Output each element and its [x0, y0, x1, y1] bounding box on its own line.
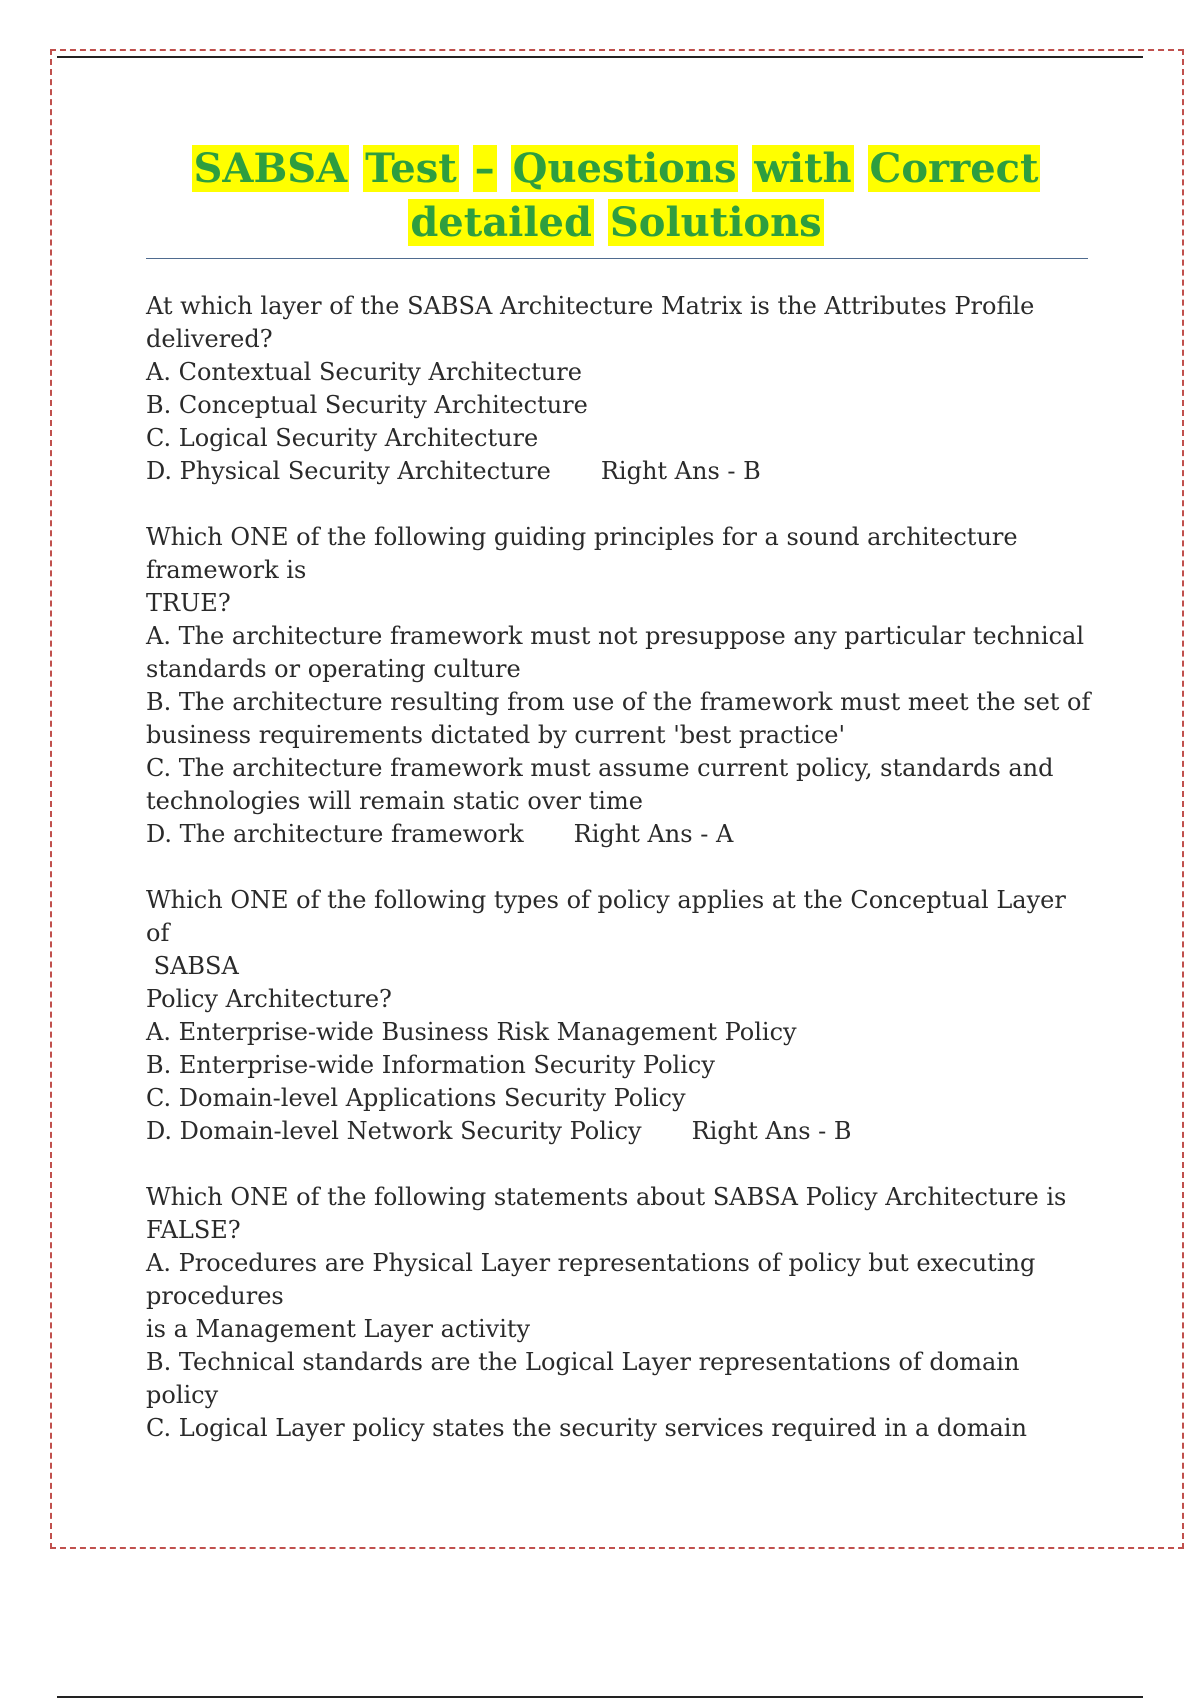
answer-option: technologies will remain static over time	[146, 787, 643, 815]
question-stem-line: Which ONE of the following statements about SABSA Policy Architecture is	[146, 1183, 1067, 1211]
header-rule	[57, 56, 1143, 58]
question-stem-line: Which ONE of the following types of policy applies at the Conceptual Layer of	[146, 886, 1066, 947]
answer-option: D. Domain-level Network Security Policy	[146, 1117, 642, 1145]
answer-option: procedures	[146, 1282, 284, 1310]
question-block	[146, 521, 1096, 851]
right-answer: Right Ans - B	[691, 1117, 852, 1145]
answer-option: A. Enterprise-wide Business Risk Management Policy	[146, 1018, 797, 1046]
title-word: Questions	[512, 145, 737, 192]
right-answer: Right Ans - A	[573, 820, 734, 848]
question-block	[146, 884, 1096, 1148]
right-answer: Right Ans - B	[600, 457, 761, 485]
footer-rule	[57, 1696, 1143, 1698]
title-word: Correct	[869, 145, 1039, 192]
document-body	[146, 290, 1096, 1478]
question-stem-line: FALSE?	[146, 1216, 241, 1244]
title-word: SABSA	[193, 145, 348, 192]
title-word: detailed	[410, 199, 592, 246]
title-line-2	[408, 199, 823, 246]
answer-option: C. Logical Security Architecture	[146, 424, 539, 452]
answer-option: A. Contextual Security Architecture	[146, 358, 582, 386]
question-stem-line: SABSA	[146, 952, 239, 980]
question-stem-line: Policy Architecture?	[146, 985, 392, 1013]
answer-option: A. The architecture framework must not presuppose any particular technical	[146, 622, 1085, 650]
answer-option: standards or operating culture	[146, 655, 521, 683]
question-stem-line: TRUE?	[146, 589, 231, 617]
question-stem-line: Which ONE of the following guiding principles for a sound architecture	[146, 523, 1018, 551]
answer-option: business requirements dictated by current 'best practice'	[146, 721, 846, 749]
answer-option: D. The architecture framework	[146, 820, 524, 848]
answer-option: is a Management Layer activity	[146, 1315, 531, 1343]
answer-option: B. Technical standards are the Logical Layer representations of domain	[146, 1348, 1020, 1376]
answer-option: A. Procedures are Physical Layer representations of policy but executing	[146, 1249, 1036, 1277]
answer-option-with-answer	[146, 455, 1096, 488]
question-stem-line: framework is	[146, 556, 307, 584]
answer-option: policy	[146, 1381, 219, 1409]
document-title	[146, 142, 1086, 250]
question-block	[146, 290, 1096, 488]
question-stem-line: delivered?	[146, 325, 273, 353]
question-block	[146, 1181, 1096, 1445]
answer-option: B. The architecture resulting from use of the framework must meet the set of	[146, 688, 1091, 716]
answer-option: C. Logical Layer policy states the security services required in a domain	[146, 1414, 1027, 1442]
answer-option: C. The architecture framework must assume current policy, standards and	[146, 754, 1054, 782]
answer-option: B. Enterprise-wide Information Security Policy	[146, 1051, 715, 1079]
title-word: Test	[365, 145, 457, 192]
title-divider	[146, 258, 1088, 259]
title-line-1	[192, 145, 1041, 192]
title-word: Solutions	[609, 199, 822, 246]
answer-option-with-answer	[146, 1115, 1096, 1148]
title-word: with	[754, 145, 852, 192]
question-stem-line: At which layer of the SABSA Architecture Matrix is the Attributes Profile	[146, 292, 1035, 320]
answer-option: B. Conceptual Security Architecture	[146, 391, 588, 419]
title-word: –	[474, 145, 495, 192]
answer-option-with-answer	[146, 818, 1096, 851]
answer-option: D. Physical Security Architecture	[146, 457, 551, 485]
answer-option: C. Domain-level Applications Security Policy	[146, 1084, 686, 1112]
